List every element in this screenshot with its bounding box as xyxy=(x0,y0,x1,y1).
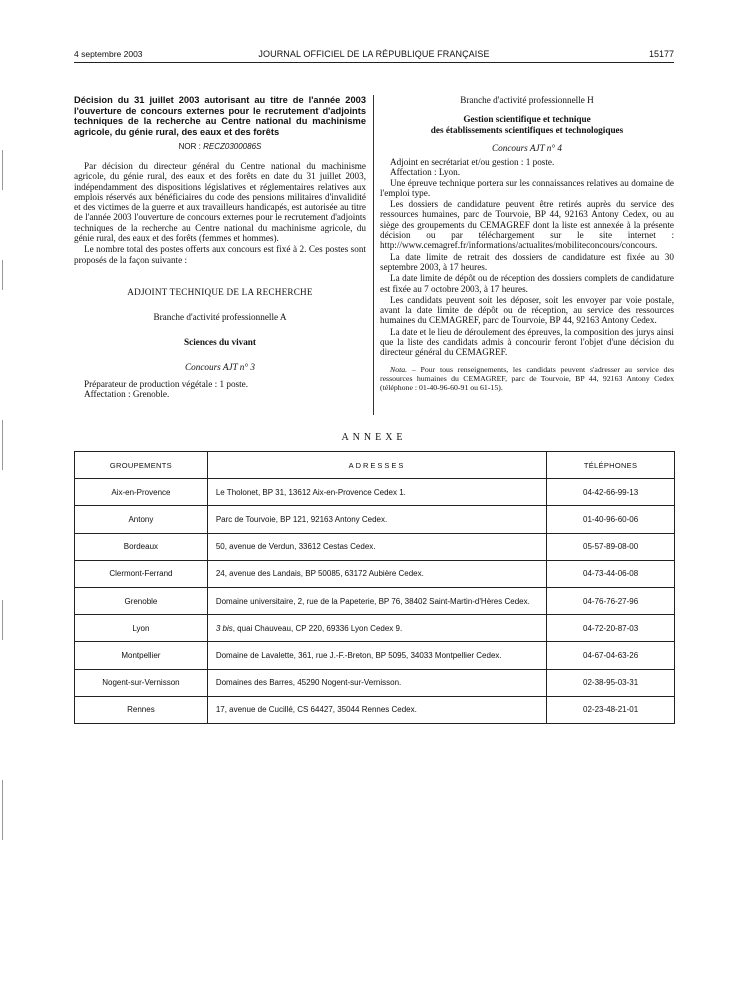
column-header-groupements: GROUPEMENTS xyxy=(75,452,208,479)
telephone-cell: 02-38-95-03-31 xyxy=(547,669,675,696)
telephone-cell: 01-40-96-60-06 xyxy=(547,506,675,533)
scan-mark xyxy=(2,780,3,840)
adresse-bis: 3 bis xyxy=(215,623,233,633)
groupement-cell: Aix-en-Provence xyxy=(75,479,208,506)
left-column xyxy=(74,95,366,400)
adresse-cell: 17, avenue de Cucillé, CS 64427, 35044 Rennes Cedex. xyxy=(207,696,546,723)
section-h-envoi: Les candidats peuvent soit les déposer, soit les envoyer par voie postale, avant la date limite de dépôt ou de réception, au service des ressources humaines du CEMAGREF, parc de Tourvoie, BP 44, 92163 Antony Cedex. xyxy=(380,294,674,326)
table-row xyxy=(75,615,675,642)
table-row xyxy=(75,560,675,587)
nota xyxy=(380,365,674,392)
nota-label: Nota. xyxy=(390,364,408,374)
nor-reference xyxy=(74,142,366,151)
scan-mark xyxy=(2,420,3,470)
table-row xyxy=(75,533,675,560)
page-number: 15177 xyxy=(648,49,674,59)
header-date: 4 septembre 2003 xyxy=(74,49,143,59)
telephone-cell: 04-72-20-87-03 xyxy=(547,615,675,642)
adresse-cell: 24, avenue des Landais, BP 50085, 63172 Aubière Cedex. xyxy=(207,560,546,587)
groupement-cell: Nogent-sur-Vernisson xyxy=(75,669,208,696)
section-h-epreuve: Une épreuve technique portera sur les connaissances relatives au domaine de l'emploi type. xyxy=(380,177,674,198)
table-row xyxy=(75,479,675,506)
groupement-cell: Rennes xyxy=(75,696,208,723)
nota-text: – Pour tous renseignements, les candidats peuvent s'adresser au service des ressources humaines du CEMAGREF, parc de Tourvoie, BP 44, 92163 Antony Cedex (téléphone : 01-40-96-60-91 ou 61-15). xyxy=(380,364,674,392)
decision-title: Décision du 31 juillet 2003 autorisant au titre de l'année 2003 l'ouverture de concours externes pour le recrutement d'adjoints techniques de la recherche au Centre national du machinisme agricole, du génie rural, des eaux et des forêts xyxy=(74,95,366,137)
section-h-lieu: La date et le lieu de déroulement des épreuves, la composition des jurys ainsi que la liste des candidats admis à concourir feront l'objet d'une décision du directeur général du CEMAGREF. xyxy=(380,326,674,358)
section-h-branche: Branche d'activité professionnelle H xyxy=(460,95,594,105)
telephone-cell: 04-42-66-99-13 xyxy=(547,479,675,506)
section-h-poste: Adjoint en secrétariat et/ou gestion : 1 poste. xyxy=(390,157,555,167)
section-a-concours: Concours AJT n° 3 xyxy=(185,361,255,372)
right-column xyxy=(380,95,674,392)
annexe-table xyxy=(74,451,675,724)
section-a-poste: Préparateur de production végétale : 1 poste. xyxy=(84,378,249,389)
adresse-rest: , quai Chauveau, CP 220, 69336 Lyon Cedex 9. xyxy=(232,623,403,633)
adresse-cell: Le Tholonet, BP 31, 13612 Aix-en-Provence Cedex 1. xyxy=(207,479,546,506)
table-row xyxy=(75,642,675,669)
section-a-heading: ADJOINT TECHNIQUE DE LA RECHERCHE xyxy=(127,286,313,297)
groupement-cell: Montpellier xyxy=(75,642,208,669)
groupement-cell: Grenoble xyxy=(75,587,208,614)
section-h-concours: Concours AJT n° 4 xyxy=(492,143,562,153)
table-row xyxy=(75,506,675,533)
section-h-affectation: Affectation : Lyon. xyxy=(390,167,460,178)
section-a-domaine: Sciences du vivant xyxy=(184,336,256,347)
table-row xyxy=(75,587,675,614)
adresse-cell: Domaines des Barres, 45290 Nogent-sur-Vernisson. xyxy=(207,669,546,696)
table-header-row xyxy=(75,452,675,479)
adresse-cell: Domaine universitaire, 2, rue de la Papeterie, BP 76, 38402 Saint-Martin-d'Hères Cedex. xyxy=(207,587,546,614)
telephone-cell: 02-23-48-21-01 xyxy=(547,696,675,723)
groupement-cell: Antony xyxy=(75,506,208,533)
decision-paragraph-2: Le nombre total des postes offerts aux concours est fixé à 2. Ces postes sont proposés de la façon suivante : xyxy=(74,244,366,265)
groupement-cell: Bordeaux xyxy=(75,533,208,560)
scan-mark xyxy=(2,260,3,290)
telephone-cell: 04-67-04-63-26 xyxy=(547,642,675,669)
table-row xyxy=(75,696,675,723)
decision-paragraph-1: Par décision du directeur général du Centre national du machinisme agricole, du génie rural, des eaux et des forêts en date du 31 juillet 2003, indépendamment des dispositions législatives et réglementaires relatives aux emplois réservés aux bénéficiaires du code des pensions militaires d'invalidité et des victimes de la guerre et aux travailleurs handicapés, est autorisée au titre de l'année 2003 l'ouverture de concours externes pour le recrutement d'adjoints techniques de la recherche au Centre national du machinisme agricole, du génie rural, des eaux et des forêts (femmes et hommes). xyxy=(74,161,366,244)
groupement-cell: Clermont-Ferrand xyxy=(75,560,208,587)
section-a-affectation: Affectation : Grenoble. xyxy=(84,389,170,400)
telephone-cell: 04-76-76-27-96 xyxy=(547,587,675,614)
column-header-adresses: ADRESSES xyxy=(207,452,546,479)
section-h-domaine-line2: des établissements scientifiques et technologiques xyxy=(430,125,624,135)
adresse-cell: 50, avenue de Verdun, 33612 Cestas Cedex. xyxy=(207,533,546,560)
section-h-domaine-line1: Gestion scientifique et technique xyxy=(463,114,591,124)
adresse-cell xyxy=(207,615,546,642)
header-rule xyxy=(74,62,674,63)
nor-code: RECZ0300086S xyxy=(203,142,262,151)
groupement-cell: Lyon xyxy=(75,615,208,642)
scan-mark xyxy=(2,600,3,640)
column-divider xyxy=(373,95,374,415)
page-header xyxy=(74,49,674,63)
journal-title: JOURNAL OFFICIEL DE LA RÉPUBLIQUE FRANÇAISE xyxy=(258,49,490,59)
section-h-retrait: La date limite de retrait des dossiers de candidature est fixée au 30 septembre 2003, à 17 heures. xyxy=(380,251,674,272)
telephone-cell: 04-73-44-06-08 xyxy=(547,560,675,587)
scan-mark xyxy=(2,150,3,190)
section-h-depot: La date limite de dépôt ou de réception des dossiers complets de candidature est fixée au 7 octobre 2003, à 17 heures. xyxy=(380,273,674,294)
adresse-cell: Parc de Tourvoie, BP 121, 92163 Antony Cedex. xyxy=(207,506,546,533)
adresse-cell: Domaine de Lavalette, 361, rue J.-F.-Breton, BP 5095, 34033 Montpellier Cedex. xyxy=(207,642,546,669)
table-row xyxy=(75,669,675,696)
section-a-branche: Branche d'activité professionnelle A xyxy=(153,311,287,322)
annexe-title: ANNEXE xyxy=(341,432,407,443)
telephone-cell: 05-57-89-08-00 xyxy=(547,533,675,560)
column-header-telephones: TÉLÉPHONES xyxy=(547,452,675,479)
nor-label: NOR : xyxy=(178,142,201,151)
section-h-dossiers: Les dossiers de candidature peuvent être retirés auprès du service des ressources humaines, parc de Tourvoie, BP 44, 92163 Antony Cedex, ou au siège des groupements du CEMAGREF dont la liste est annexée à la présente décision ou par téléchargement sur le site internet : http://www.cemagref.fr/informations/actualites/mobiliteconcours/concours. xyxy=(380,199,674,251)
